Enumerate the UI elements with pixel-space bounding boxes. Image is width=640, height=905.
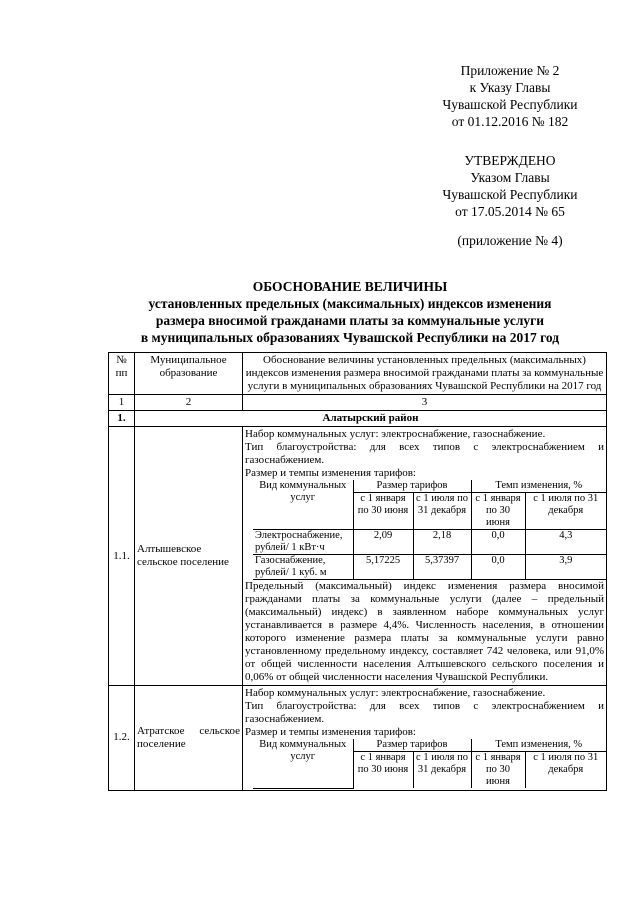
column-number-row <box>109 395 607 411</box>
services-text: Набор коммунальных услуг: электроснабжение, газоснабжение. <box>245 428 546 440</box>
title-line: установленных предельных (максимальных) индексов изменения <box>148 296 552 311</box>
tariff-header-row <box>253 739 606 752</box>
approved-line: УТВЕРЖДЕНО <box>464 153 556 168</box>
district-number: 1. <box>109 411 135 427</box>
period-header: с 1 июля по 31 декабря <box>413 493 471 530</box>
header-municipality: Муниципальное образование <box>135 353 243 395</box>
tariff-rate: 3,9 <box>525 555 606 580</box>
tariff-rate: 4,3 <box>525 530 606 555</box>
tariff-row <box>253 530 606 555</box>
conclusion-text: Предельный (максимальный) индекс изменения размера вносимой гражданами платы за коммунальные услуги (далее – предельный (максимальный) индекс) в заявленном наборе коммунальных услуг устанавливается в размере 4,4%. Численность населения, в отношении которого изменение размера платы за коммунальные услуги равно установленному предельному индексу, составляет 742 человека, или 91,0% от общей численности населения Алтышевского сельского поселения и 0,06% от общей численности населения Чувашской Республики. <box>245 580 604 683</box>
justification-cell <box>243 686 607 791</box>
appendix-line: Приложение № 2 <box>460 63 560 78</box>
justification-table <box>108 352 607 791</box>
column-number: 2 <box>135 395 243 411</box>
column-number: 1 <box>109 395 135 411</box>
tariffs-heading: Размер и темпы изменения тарифов: <box>245 726 416 738</box>
tariff-value: 2,18 <box>413 530 471 555</box>
tariffs-heading: Размер и темпы изменения тарифов: <box>245 467 416 479</box>
table-header-row <box>109 353 607 395</box>
tariff-service: Газоснабжение, рублей/ 1 куб. м <box>253 555 353 580</box>
tariff-kind-header: Вид коммунальных услуг <box>253 739 353 788</box>
district-row <box>109 411 607 427</box>
approved-line: от 17.05.2014 № 65 <box>455 204 565 219</box>
column-number: 3 <box>243 395 607 411</box>
document-title <box>60 278 640 346</box>
municipality-name: Атратское сельское поселение <box>135 686 243 791</box>
title-line: размера вносимой гражданами платы за коммунальные услуги <box>155 313 545 328</box>
tariff-value: 5,17225 <box>353 555 413 580</box>
municipality-name: Алтышевское сельское поселение <box>135 427 243 686</box>
title-line: ОБОСНОВАНИЕ ВЕЛИЧИНЫ <box>252 279 448 294</box>
period-header: с 1 июля по 31 декабря <box>525 752 606 789</box>
period-header: с 1 января по 30 июня <box>353 752 413 789</box>
tariff-size-header: Размер тарифов <box>353 739 471 752</box>
appendix-line: к Указу Главы <box>469 80 551 95</box>
row-number: 1.1. <box>109 427 135 686</box>
tariff-row <box>253 555 606 580</box>
tariff-table <box>253 480 606 580</box>
tariff-service: Электроснабжение, рублей/ 1 кВт·ч <box>253 530 353 555</box>
period-header: с 1 января по 30 июня <box>471 493 525 530</box>
tariff-rate-header: Темп изменения, % <box>471 739 606 752</box>
period-header: с 1 января по 30 июня <box>471 752 525 789</box>
tariff-table <box>253 739 606 789</box>
tariff-kind-header: Вид коммунальных услуг <box>253 480 353 530</box>
approved-line: Чувашской Республики <box>442 187 578 202</box>
appendix-block <box>400 62 620 130</box>
period-header: с 1 июля по 31 декабря <box>413 752 471 789</box>
row-number: 1.2. <box>109 686 135 791</box>
approved-line: Указом Главы <box>470 170 550 185</box>
approved-line: (приложение № 4) <box>457 233 563 248</box>
header-justification: Обоснование величины установленных предельных (максимальных) индексов изменения размера вносимой гражданами платы за коммунальные услуги в муниципальных образованиях Чувашской Республики на 2017 год <box>243 353 607 395</box>
appendix-line: Чувашской Республики <box>442 97 578 112</box>
district-name: Алатырский район <box>135 411 607 427</box>
tariff-rate: 0,0 <box>471 530 525 555</box>
tariff-rate: 0,0 <box>471 555 525 580</box>
period-header: с 1 июля по 31 декабря <box>525 493 606 530</box>
tariff-size-header: Размер тарифов <box>353 480 471 493</box>
improvement-text: Тип благоустройства: для всех типов с электроснабжением и газоснабжением. <box>245 700 604 725</box>
tariff-value: 5,37397 <box>413 555 471 580</box>
table-row <box>109 427 607 686</box>
justification-cell <box>243 427 607 686</box>
appendix-line: от 01.12.2016 № 182 <box>451 114 569 129</box>
tariff-rate-header: Темп изменения, % <box>471 480 606 493</box>
approved-block <box>400 152 620 249</box>
title-line: в муниципальных образованиях Чувашской Республики на 2017 год <box>140 330 560 345</box>
tariff-header-row <box>253 480 606 493</box>
table-row <box>109 686 607 791</box>
improvement-text: Тип благоустройства: для всех типов с электроснабжением и газоснабжением. <box>245 441 604 466</box>
header-number: № пп <box>109 353 135 395</box>
period-header: с 1 января по 30 июня <box>353 493 413 530</box>
tariff-value: 2,09 <box>353 530 413 555</box>
services-text: Набор коммунальных услуг: электроснабжение, газоснабжение. <box>245 687 546 699</box>
